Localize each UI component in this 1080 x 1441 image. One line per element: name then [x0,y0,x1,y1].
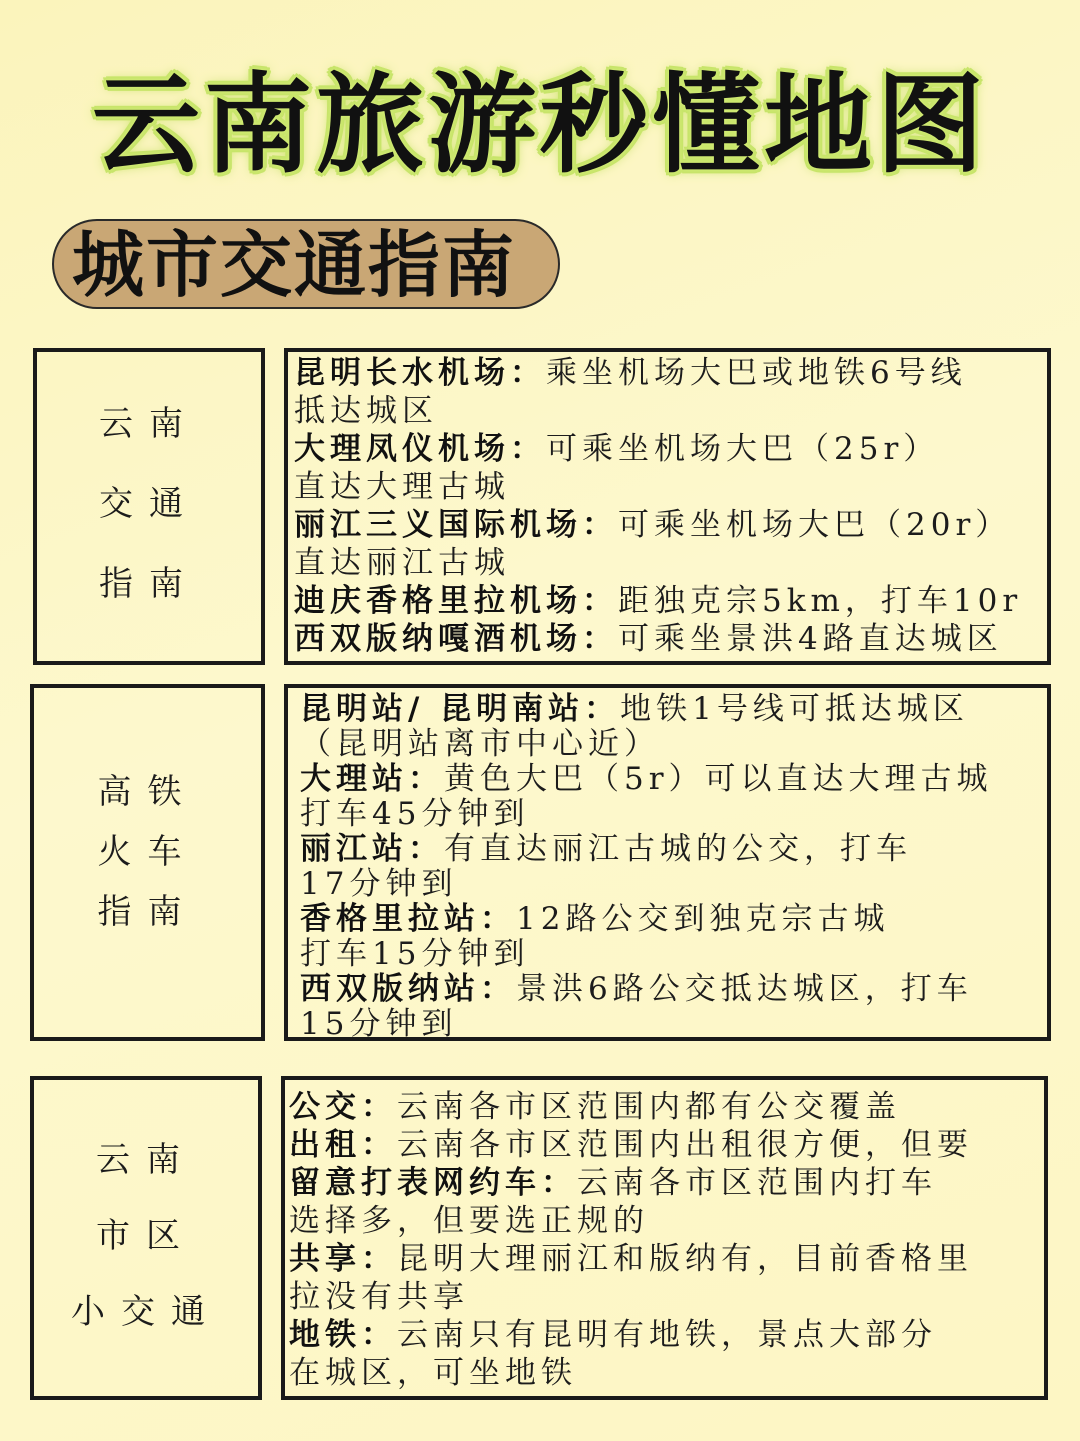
info-line-heading: 地铁： [289,1317,397,1353]
info-line-heading: 丽江三义国际机场： [294,507,618,543]
local-label-line: 市区 [96,1216,196,1256]
section-header-pill [52,219,560,309]
info-line-text: 12路公交到独克宗古城 [516,901,890,937]
info-line [289,1088,901,1126]
airport-label-line: 云南 [99,404,199,444]
info-line [294,468,510,506]
info-line-text: 景洪6路公交抵达城区，打车 [516,971,973,1007]
local-label-line: 小交通 [71,1292,221,1332]
info-line [300,865,457,903]
airport-label-line: 指南 [99,564,199,604]
info-line-text: 在城区，可坐地铁 [289,1355,577,1391]
airport-info-box [284,348,1051,665]
info-line-text: （昆明站离市中心近） [300,726,660,762]
local-label-line: 云南 [96,1140,196,1180]
rail-label-line: 高铁 [97,772,198,812]
info-line-text: 直达丽江古城 [294,545,510,581]
info-line-heading: 共享： [289,1241,397,1277]
info-line-text: 可乘坐景洪4路直达城区 [618,621,1003,657]
info-line [300,1005,457,1041]
info-line-text: 昆明大理丽江和版纳有，目前香格里 [397,1241,973,1277]
info-line-heading: 大理凤仪机场： [294,431,546,467]
info-line-text: 15分钟到 [300,1006,458,1041]
info-line [294,430,939,468]
info-line-text: 直达大理古城 [294,469,510,505]
info-line-text: 可乘坐机场大巴（25r） [546,431,940,467]
info-line-heading: 昆明站/ 昆明南站： [300,691,621,727]
info-line [294,354,967,392]
airport-label-box [33,348,265,665]
info-line [289,1164,937,1202]
info-line [294,544,510,582]
local-info-box [281,1076,1048,1400]
info-line-heading: 大理站： [300,761,444,797]
info-line-text: 有直达丽江古城的公交，打车 [444,831,912,867]
info-line [294,582,1022,620]
rail-label-line: 火车 [97,832,198,872]
info-line-text: 云南只有昆明有地铁，景点大部分 [397,1317,937,1353]
info-line-text: 云南各市区范围内打车 [577,1165,937,1201]
info-line-heading: 西双版纳嘎酒机场： [294,621,618,657]
info-line-text: 17分钟到 [300,866,458,902]
info-line-text: 黄色大巴（5r）可以直达大理古城 [444,761,993,797]
info-line [300,970,973,1008]
info-line-heading: 出租： [289,1127,397,1163]
info-line [300,900,889,938]
info-line-heading: 昆明长水机场： [294,355,546,391]
info-line-text: 打车15分钟到 [300,936,530,972]
info-line-text: 选择多，但要选正规的 [289,1203,649,1239]
info-line-heading: 香格里拉站： [300,901,516,937]
info-line-text: 拉没有共享 [289,1279,469,1315]
info-line [300,830,912,868]
rail-info-box [284,684,1051,1041]
info-line-text: 乘坐机场大巴或地铁6号线 [546,355,967,391]
info-line [294,392,438,430]
info-line [289,1278,469,1316]
info-line-text: 距独克宗5km，打车10r [618,583,1023,619]
info-line-text: 地铁1号线可抵达城区 [620,691,969,727]
info-line [300,690,969,728]
info-line [289,1202,649,1240]
info-line-heading: 迪庆香格里拉机场： [294,583,618,619]
airport-label-line: 交通 [99,484,199,524]
section-title: 城市交通指南 [72,223,517,307]
info-line-heading: 丽江站： [300,831,444,867]
info-line [294,506,1011,544]
info-line-text: 可乘坐机场大巴（20r） [618,507,1012,543]
rail-label-box [30,684,265,1041]
info-line [300,795,529,833]
info-line [289,1316,937,1354]
info-line-text: 云南各市区范围内出租很方便，但要 [397,1127,973,1163]
page-title: 云南旅游秒懂地图 [91,63,988,188]
info-line [289,1126,973,1164]
info-line [289,1354,577,1392]
info-line-text: 云南各市区范围内都有公交覆盖 [397,1089,901,1125]
info-line-heading: 公交： [289,1089,397,1125]
info-line [300,725,660,763]
info-line-heading: 西双版纳站： [300,971,516,1007]
info-line-text: 打车45分钟到 [300,796,530,832]
info-line [300,760,993,798]
info-line [300,935,529,973]
info-line-heading: 留意打表网约车： [289,1165,577,1201]
info-line [294,620,1003,658]
info-line-text: 抵达城区 [294,393,438,429]
local-label-box [30,1076,262,1400]
rail-label-line: 指南 [97,892,198,932]
info-line [289,1240,973,1278]
